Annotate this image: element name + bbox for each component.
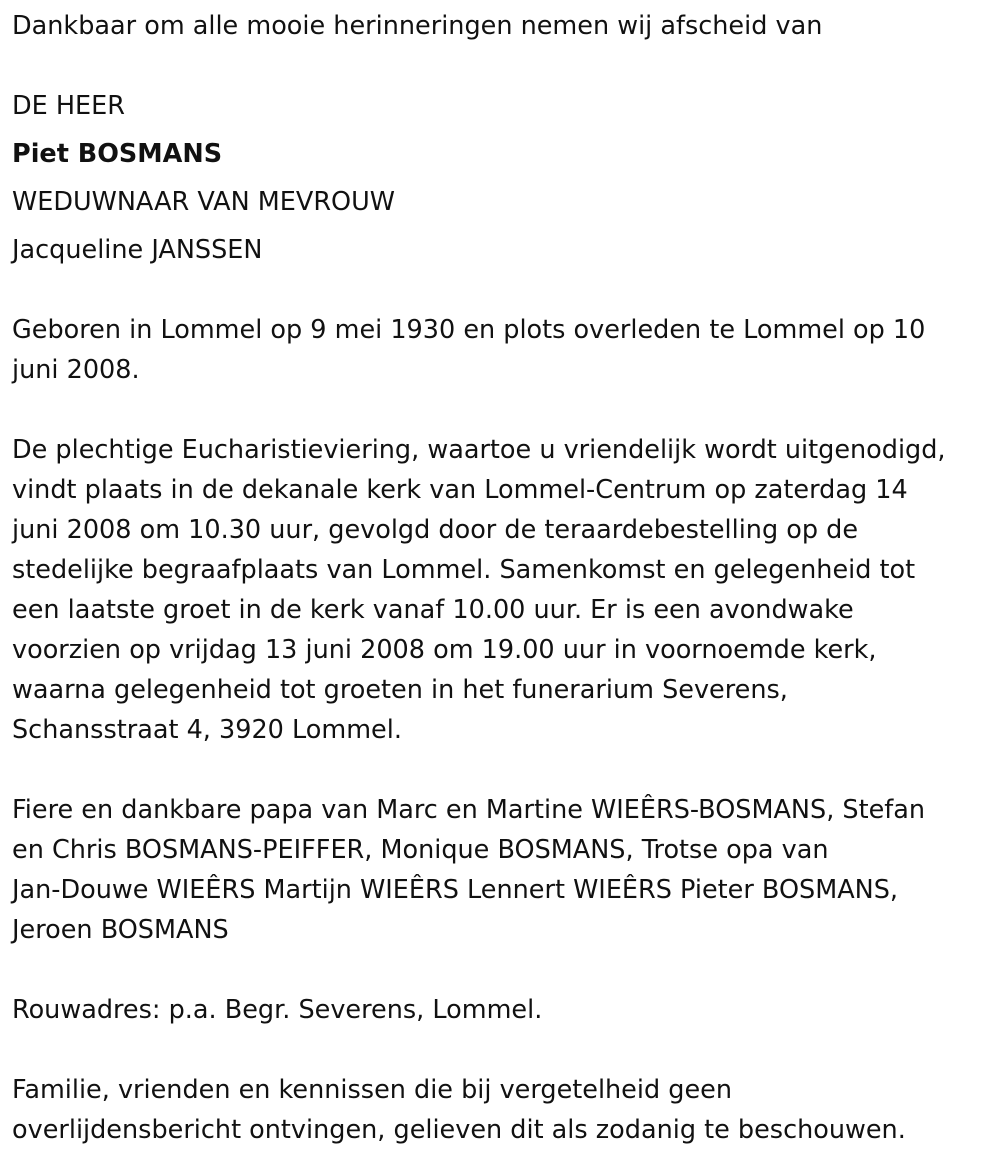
ceremony-line: stedelijke begraafplaats van Lommel. Samenkomst en gelegenheid tot [12,555,916,585]
birth-death-line: Geboren in Lommel op 9 mei 1930 en plots overleden te Lommel op 10 [12,315,926,345]
family-paragraph [12,790,988,950]
closing-line: overlijdensbericht ontvingen, gelieven dit als zodanig te beschouwen. [12,1115,906,1145]
ceremony-line: een laatste groet in de kerk vanaf 10.00 uur. Er is een avondwake [12,595,854,625]
birth-death-line: juni 2008. [12,355,140,385]
intro-text: Dankbaar om alle mooie herinneringen nemen wij afscheid van [12,11,823,41]
closing-paragraph [12,1070,988,1150]
birth-death-paragraph [12,310,988,390]
mourning-address: Rouwadres: p.a. Begr. Severens, Lommel. [12,995,543,1025]
spouse-prefix: WEDUWNAAR VAN MEVROUW [12,187,395,217]
family-line: Jan-Douwe WIEÊRS Martijn WIEÊRS Lennert WIEÊRS Pieter BOSMANS, [12,875,899,905]
spouse-name: Jacqueline JANSSEN [12,235,263,265]
ceremony-paragraph [12,430,988,750]
family-line: Fiere en dankbare papa van Marc en Martine WIEÊRS-BOSMANS, Stefan [12,795,926,825]
title-prefix: DE HEER [12,91,125,121]
closing-line: Familie, vrienden en kennissen die bij vergetelheid geen [12,1075,732,1105]
ceremony-line: vindt plaats in de dekanale kerk van Lommel-Centrum op zaterdag 14 [12,475,908,505]
family-line: Jeroen BOSMANS [12,915,229,945]
deceased-name: Piet BOSMANS [12,139,223,169]
ceremony-line: De plechtige Eucharistieviering, waartoe u vriendelijk wordt uitgenodigd, [12,435,946,465]
ceremony-line: Schansstraat 4, 3920 Lommel. [12,715,402,745]
ceremony-line: voorzien op vrijdag 13 juni 2008 om 19.00 uur in voornoemde kerk, [12,635,877,665]
family-line: en Chris BOSMANS-PEIFFER, Monique BOSMANS, Trotse opa van [12,835,829,865]
ceremony-line: waarna gelegenheid tot groeten in het funerarium Severens, [12,675,788,705]
ceremony-line: juni 2008 om 10.30 uur, gevolgd door de teraardebestelling op de [12,515,859,545]
